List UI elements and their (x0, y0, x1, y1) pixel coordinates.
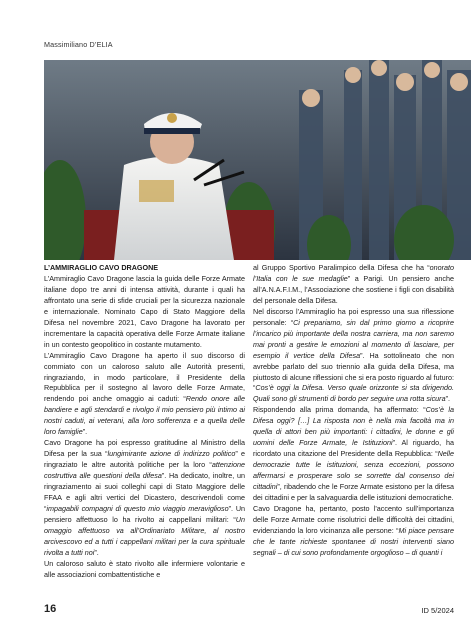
paragraph: ”. Al riguardo, ha ricordato una citazione del Presidente della Repubblica: “ (253, 438, 454, 459)
quote: onorato l’Italia con le sue medaglie (253, 263, 454, 283)
paragraph: ”, ribadendo che le Forze Armate esistono per la difesa dei cittadini e per la salvaguardia delle istituzioni democratiche. (253, 482, 454, 503)
quote: lungimirante azione di indirizzo politico (107, 449, 236, 459)
quote: Rendo onore alle bandiere e agli stendardi e rivolgo il mio pensiero più intimo ai nostri caduti, ai veterani, alla loro sofferenza e a quella delle loro famiglie (44, 394, 245, 437)
paragraph: ”. (445, 394, 450, 404)
paragraph: L’Ammiraglio Cavo Dragone ha aperto il suo discorso di commiato con un caloroso saluto alle Autorità presenti, ringraziando, in modo particolare, il Presidente della Repubblica per il sostegno al lavoro delle Forze Armate, rendendo poi anche omaggio ai caduti: “ (44, 350, 245, 404)
quote: Cos’è oggi la Difesa. Verso quale orizzonte si sta dirigendo. Quali sono gli strumenti di bordo per seguire una rotta sicura (253, 383, 454, 404)
paragraph: Un caloroso saluto è stato rivolto alle infermiere volontarie e alle associazioni combattentistiche e (44, 558, 245, 579)
paragraph: ” e ringraziato le altre autorità politiche per la loro “ (44, 449, 246, 470)
author-name: Massimiliano D’ELIA (44, 40, 113, 49)
paragraph: ”. (82, 427, 88, 437)
paragraph: ”. (94, 547, 99, 557)
quote: Nelle democrazie tutte le istituzioni, senza eccezioni, possono affermarsi e prosperare solo se sorrette dal consenso dei cittadini (253, 449, 454, 492)
quote: Cos’è la Difesa oggi? […] La risposta non è nella mia facoltà ma in quella di attori ben più importanti: i cittadini, le donne e gli uomini delle Forze Armate, le Istituzioni (253, 405, 454, 448)
paragraph: Cavo Dragone ha, pertanto, posto l’accento sull’importanza delle Forze Armate come risolutrici delle difficoltà dei cittadini, evidenziando la loro vicinanza alle persone: “ (253, 503, 454, 535)
left-column (44, 263, 245, 581)
issue-label: ID 5/2024 (421, 606, 454, 615)
quote: Un omaggio affettuoso va all’Ordinariato Militare, al nostro arcivescovo ed a tutti i cappellani militari per la cura spirituale rivolta a tutti noi (44, 514, 245, 557)
paragraph: Cavo Dragone ha poi espresso gratitudine al Ministro della Difesa per la sua “ (44, 438, 245, 459)
section-heading: L’AMMIRAGLIO CAVO DRAGONE (44, 263, 159, 272)
paragraph: ” a Parigi. Un pensiero anche all’A.N.A.F.I.M., l’Associazione che sostiene i figli con disabilità del personale della Difesa. (253, 273, 454, 305)
quote: Mi piace pensare che le tante richieste spontanee di nostri interventi siano segnali – di cui sono profondamente orgoglioso – di quanti i (253, 525, 454, 557)
page-number: 16 (44, 603, 57, 615)
paragraph: al Gruppo Sportivo Paralimpico della Difesa che ha “ (253, 263, 430, 272)
paragraph: ”. Ha sottolineato che non avrebbe parlato del suo triennio alla guida della Difesa, ma piuttosto di alcune riflessioni che si era posto riguardo al futuro: “ (253, 350, 454, 393)
paragraph: ”. Ha dedicato, inoltre, un ringraziamento ai suoi colleghi capi di Stato Maggiore delle FFAA e agli altri vertici del Dicastero, descrivendoli come “ (44, 471, 245, 513)
article-photo (44, 60, 471, 260)
right-column (253, 263, 454, 559)
quote: Ci prepariamo, sin dal primo giorno a ricoprire l’incarico più importante della nostra carriera, ma non saremo mai pronti a gestire le emozioni al momento di lasciare, per esempio il vertice della Difesa (253, 317, 454, 360)
quote: impagabili compagni di questo mio viaggio meraviglioso (46, 503, 229, 513)
paragraph: ”. Un pensiero affettuoso lo ha rivolto ai cappellani militari: “ (44, 503, 246, 524)
paragraph: Rispondendo alla prima domanda, ha affermato: “ (253, 405, 426, 415)
paragraph: L’Ammiraglio Cavo Dragone lascia la guida delle Forze Armate italiane dopo tre anni di intensa attività, durante i quali ha affrontato una serie di sfide cruciali per la sicurezza nazionale e internazionale. Nominato Capo di Stato Maggiore della Difesa nel novembre 2021, Cavo Dragone ha lavorato per incrementare la capacità operativa delle Forze Armate italiane in un contesto geopolitico in costante mutamento. (44, 273, 245, 349)
quote: attenzione costruttiva alle questioni della difesa (44, 460, 245, 481)
paragraph: Nel discorso l’Ammiraglio ha poi espresso una sua riflessione personale: “ (253, 306, 454, 327)
